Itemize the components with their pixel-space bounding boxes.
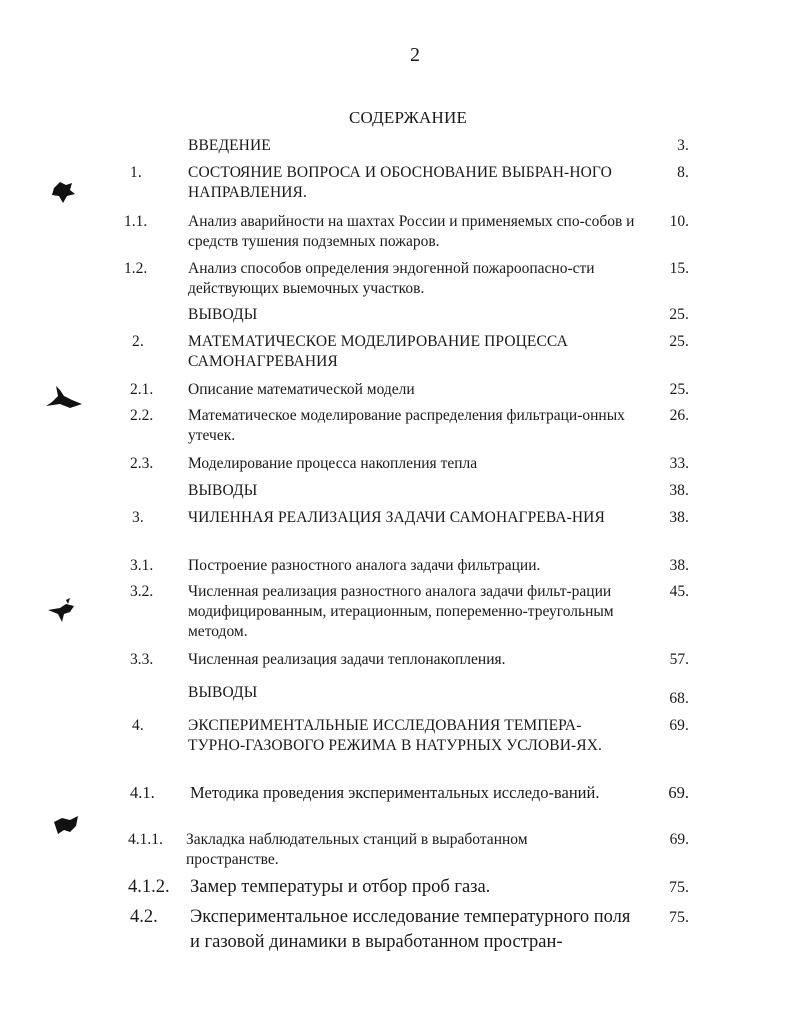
entry-title: Методика проведения экспериментальных исследо-ваний. xyxy=(190,783,600,802)
page-number: 2 xyxy=(410,44,420,66)
entry-number: 4.1. xyxy=(130,783,155,802)
entry-page: 25. xyxy=(669,306,689,323)
entry-number: 1.2. xyxy=(124,260,148,277)
scan-blot xyxy=(50,812,82,840)
entry-page: 38. xyxy=(669,509,689,526)
entry-title: ВЫВОДЫ xyxy=(188,306,258,323)
entry-page: 57. xyxy=(669,651,689,668)
entry-page: 69. xyxy=(669,831,689,848)
entry-number: 3.2. xyxy=(130,583,154,600)
entry-number: 3.1. xyxy=(130,557,154,574)
entry-page: 75. xyxy=(669,909,689,926)
entry-page: 10. xyxy=(669,213,689,230)
entry-page: 75. xyxy=(669,879,689,896)
entry-number: 2.2. xyxy=(130,407,154,424)
entry-title: Описание математической модели xyxy=(188,381,415,398)
entry-title: Численная реализация разностного аналога задачи фильт-рации модифицированным, итерационным, попеременно-треугольным методом. xyxy=(188,583,614,640)
entry-title: Анализ аварийности на шахтах России и применяемых спо-собов и средств тушения подземных пожаров. xyxy=(188,213,635,250)
entry-page: 45. xyxy=(669,583,689,600)
entry-title: СОСТОЯНИЕ ВОПРОСА И ОБОСНОВАНИЕ ВЫБРАН-НОГО НАПРАВЛЕНИЯ. xyxy=(188,164,612,201)
entry-page: 68. xyxy=(669,690,689,707)
entry-title: Численная реализация задачи теплонакопления. xyxy=(188,651,506,668)
entry-title: ЭКСПЕРИМЕНТАЛЬНЫЕ ИССЛЕДОВАНИЯ ТЕМПЕРА-ТУРНО-ГАЗОВОГО РЕЖИМА В НАТУРНЫХ УСЛОВИ-ЯХ. xyxy=(188,717,602,754)
entry-page: 38. xyxy=(669,557,689,574)
entry-page: 69. xyxy=(668,783,689,802)
entry-page: 15. xyxy=(669,260,689,277)
toc-heading: СОДЕРЖАНИЕ xyxy=(348,108,468,127)
scan-blot xyxy=(44,596,84,626)
entry-page: 69. xyxy=(669,717,689,734)
entry-number: 2.3. xyxy=(130,455,154,472)
entry-title: Экспериментальное исследование температурного поля и газовой динамики в выработанном простран- xyxy=(190,907,631,952)
entry-title: Закладка наблюдательных станций в выработанном пространстве. xyxy=(186,831,528,868)
entry-number: 1.1. xyxy=(124,213,148,230)
entry-title: ВЫВОДЫ xyxy=(188,482,258,499)
entry-number: 2. xyxy=(132,333,144,350)
entry-title: ВВЕДЕНИЕ xyxy=(188,137,271,154)
entry-title: ВЫВОДЫ xyxy=(188,684,258,701)
entry-number: 1. xyxy=(130,164,142,181)
entry-page: 3. xyxy=(677,137,689,154)
entry-title: Анализ способов определения эндогенной пожароопасно-сти действующих выемочных участков. xyxy=(188,260,595,297)
entry-page: 26. xyxy=(669,407,689,424)
entry-title: Моделирование процесса накопления тепла xyxy=(188,455,478,472)
scan-blot xyxy=(42,384,86,420)
entry-number: 3. xyxy=(132,509,144,526)
entry-number: 3.3. xyxy=(130,651,154,668)
entry-page: 8. xyxy=(677,164,689,181)
entry-number: 4. xyxy=(132,717,144,734)
entry-page: 25. xyxy=(669,333,689,350)
entry-title: Построение разностного аналога задачи фильтрации. xyxy=(188,557,541,574)
entry-page: 33. xyxy=(669,455,689,472)
entry-page: 38. xyxy=(669,482,689,499)
entry-number: 4.1.1. xyxy=(128,831,163,848)
entry-title: ЧИЛЕННАЯ РЕАЛИЗАЦИЯ ЗАДАЧИ САМОНАГРЕВА-НИЯ xyxy=(188,509,605,526)
entry-number: 2.1. xyxy=(130,381,154,398)
entry-title: Математическое моделирование распределения фильтраци-онных утечек. xyxy=(188,407,625,444)
entry-page: 25. xyxy=(669,381,689,398)
entry-number: 4.1.2. xyxy=(128,877,170,897)
scan-blot xyxy=(48,178,78,206)
entry-number: 4.2. xyxy=(130,907,158,927)
entry-title: МАТЕМАТИЧЕСКОЕ МОДЕЛИРОВАНИЕ ПРОЦЕССА САМОНАГРЕВАНИЯ xyxy=(188,333,568,370)
entry-title: Замер температуры и отбор проб газа. xyxy=(190,877,491,897)
